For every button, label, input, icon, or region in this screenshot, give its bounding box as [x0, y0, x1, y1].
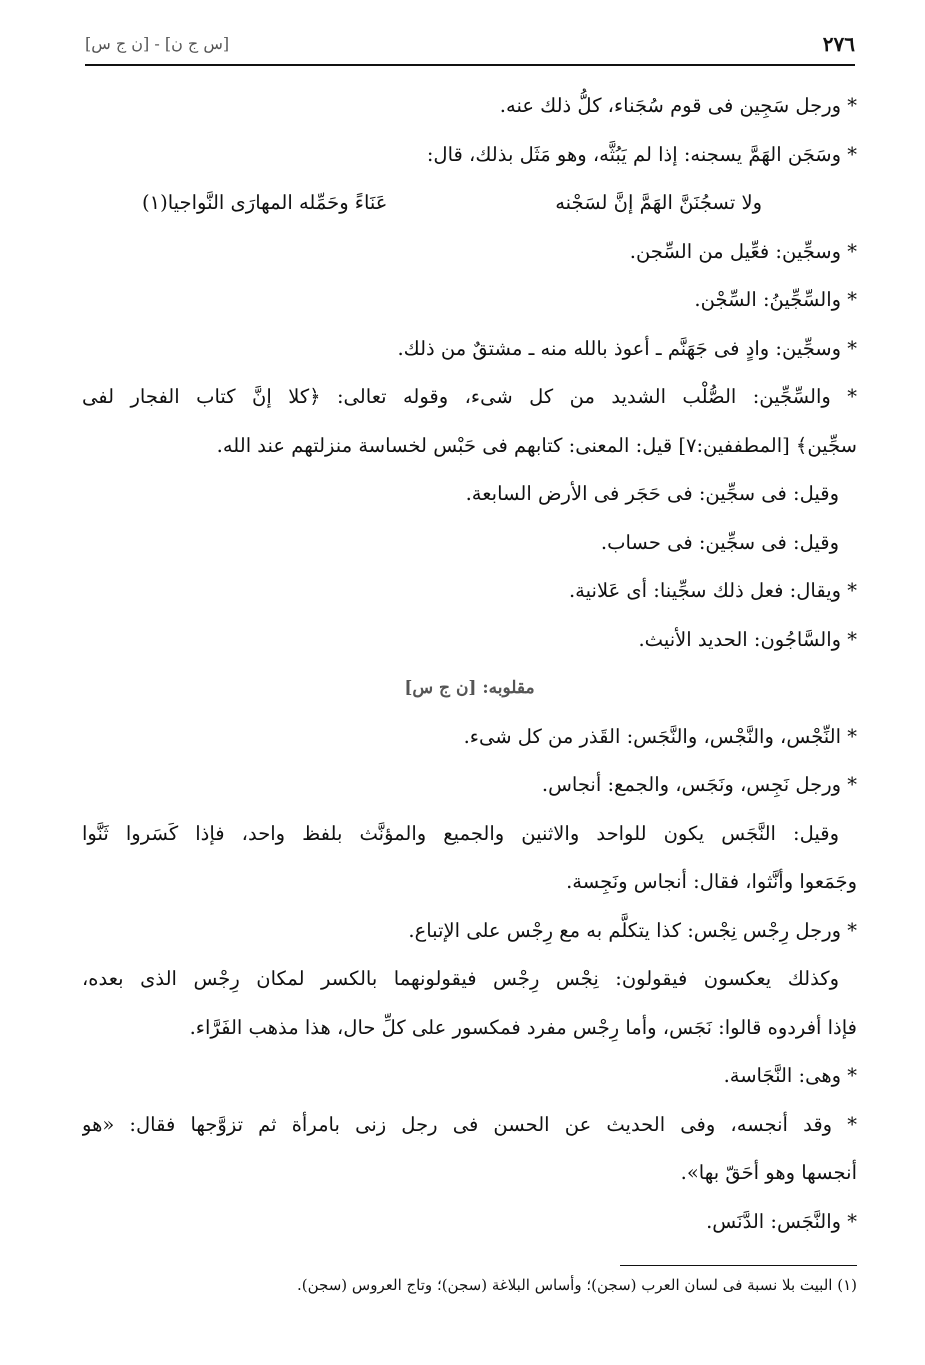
text-line: * والنَّجَس: الدَّنَس. [706, 1209, 857, 1233]
text-line: وقيل: فى سجِّين: فى حساب. [600, 530, 839, 554]
text-line: * والسَّاجُون: الحديد الأنيث. [638, 627, 857, 651]
text-line: * ورجل نَجِس، ونَجَس، والجمع: أنجاس. [541, 773, 857, 796]
text-line: * النِّجْس، والنَّجْس، والنَّجَس: القَذر من كل شىء. [463, 724, 857, 748]
text-line: وكذلك يعكسون فيقولون: نِجْس رِجْس فيقولونهما بالكسر لمكان رِجْس الذى بعده، [82, 967, 839, 990]
page-header [85, 28, 855, 66]
text-line: فإذا أفردوه قالوا: نَجَس، وأما رِجْس مفرد فمكسور على كلِّ حال، هذا مذهب الفَرَّاء. [189, 1015, 857, 1039]
text-line: سجِّين﴾ [المطففين:٧] قيل: المعنى: كتابهم فى حَبْس لخساسة منزلتهم عند الله. [216, 433, 857, 457]
text-line: * ويقال: فعل ذلك سجِّينا: أى عَلانية. [568, 579, 857, 602]
section-title: مقلوبه: [ن ج س] [404, 678, 535, 698]
text-line: * والسِّجِّينُ: السِّجْن. [694, 288, 857, 311]
text-line: وجَمَعوا وأنَّثوا، فقال: أنجاس ونَجِسة. [566, 870, 857, 893]
text-line: * ورجل رِجْس نِجْس: كذا يتكلَّم به مع رِجْس على الإتباع. [408, 918, 857, 942]
text-line: * ورجل سَجِين فى قوم سُجَناء، كلُّ ذلك عنه. [499, 94, 857, 117]
text-line: * وهى: النَّجَاسة. [723, 1064, 857, 1087]
footnote-divider [620, 1265, 857, 1266]
main-text [82, 82, 857, 1246]
text-line: * وقد أنجسه، وفى الحديث عن الحسن فى رجل زنى بامرأة ثم تزوَّجها فقال: «هو [82, 1112, 857, 1136]
text-line: * وسَجَن الهَمَّ يسجنه: إذا لم يَبُثَّه، وهو مَثَل بذلك، قال: [426, 142, 857, 166]
text-line: * والسِّجِّين: الصُّلْب الشديد من كل شىء، وقوله تعالى: ﴿كلا إنَّ كتاب الفجار لفى [82, 385, 857, 408]
poetry-verse [82, 179, 857, 228]
page-number: ٢٧٦ [822, 32, 855, 56]
text-line: * وسجِّين: فعِّيل من السِّجن. [629, 239, 857, 263]
running-head: [س ج ن] - [ن ج س] [85, 34, 230, 53]
text-line: * وسجِّين: وادٍ فى جَهَنَّم ـ أعوذ بالله منه ـ مشتقٌ من ذلك. [397, 336, 857, 360]
text-line: وقيل: فى سجِّين: فى حَجَر فى الأرض السابعة. [465, 482, 839, 505]
verse-first-hemistich: ولا تسجُنَنَّ الهَمَّ إنَّ لسَجْنه [555, 191, 762, 214]
text-line: وقيل: النَّجَس يكون للواحد والاثنين والجميع والمؤنَّث بلفظ واحد، فإذا كَسَروا ثَنَّوا [82, 821, 839, 845]
footnote: (١) البيت بلا نسبة فى لسان العرب (سجن)؛ وأساس البلاغة (سجن)؛ وتاج العروس (سجن). [297, 1276, 857, 1294]
text-line: أنجسها وهو أحَقّ بها». [680, 1161, 857, 1184]
verse-second-hemistich: عَنَاءً وحَمِّله المهارَى النَّواجيا(١) [142, 191, 388, 214]
